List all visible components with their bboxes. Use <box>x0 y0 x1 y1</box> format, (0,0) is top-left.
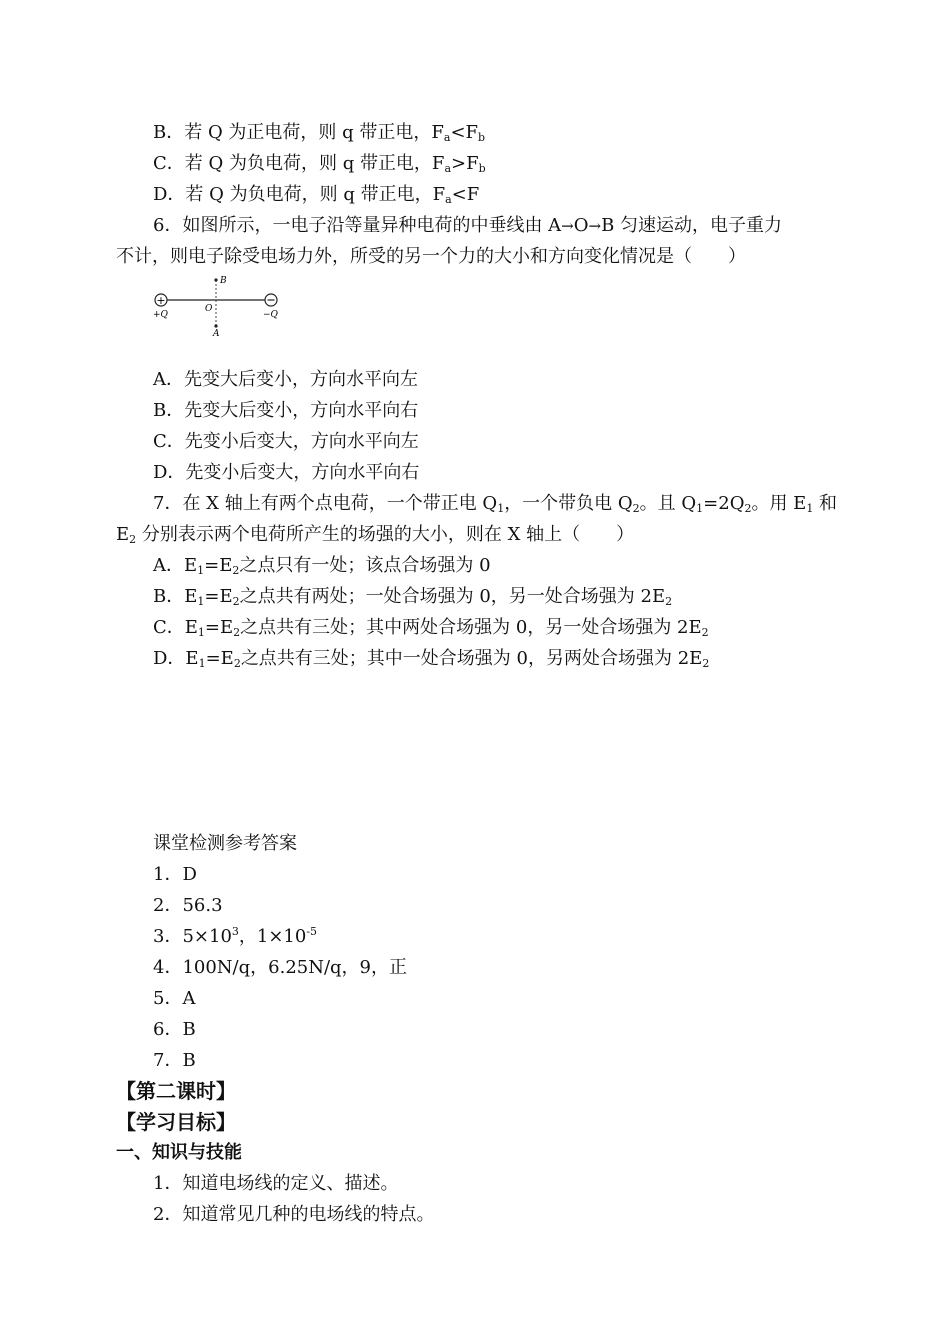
q6-option-d: D．先变小后变大，方向水平向右 <box>153 462 420 483</box>
q6-stem-line1: 6．如图所示，一电子沿等量异种电荷的中垂线由 A→O→B 匀速运动，电子重力 <box>153 215 783 236</box>
q5-option-c: C．若 Q 为负电荷，则 q 带正电，$F_a>F_b$ <box>153 153 486 175</box>
goal-item-2: 2．知道常见几种的电场线的特点。 <box>153 1204 435 1225</box>
q7-stem-line1: 7．在 X 轴上有两个点电荷，一个带正电 $Q_1$，一个带负电 $Q_2$。且 $Q_1=2Q_2$。用 $E_1$ 和 <box>153 493 838 515</box>
answer-6: 6．B <box>153 1019 196 1040</box>
lesson-heading: 【第二课时】 <box>116 1079 236 1103</box>
q6-option-a: A．先变大后变小，方向水平向左 <box>153 369 418 390</box>
knowledge-skills-heading: 一、知识与技能 <box>116 1142 242 1163</box>
answer-2: 2．56.3 <box>153 895 223 916</box>
q7-stem-line2: $E_2$ 分别表示两个电荷所产生的场强的大小，则在 X 轴上（ ） <box>116 524 635 546</box>
q7-option-a: A．$E_1=E_2$之点只有一处；该点合场强为 0 <box>153 555 491 577</box>
q5-option-d: D．若 Q 为负电荷，则 q 带正电，$F_a<F$ <box>153 184 480 206</box>
q6-stem-line2: 不计，则电子除受电场力外，所受的另一个力的大小和方向变化情况是（ ） <box>116 246 746 267</box>
goals-heading: 【学习目标】 <box>116 1110 236 1134</box>
label-a: A <box>213 329 220 339</box>
q7-option-b: B．$E_1=E_2$之点共有两处；一处合场强为 0，另一处合场强为 $2E_2$ <box>153 586 673 608</box>
label-o: O <box>205 304 213 314</box>
answer-7: 7．B <box>153 1050 196 1071</box>
answer-3: 3．$5\times 10^3$，$1\times 10^{-5}$ <box>153 925 318 947</box>
q6-option-b: B．先变大后变小，方向水平向右 <box>153 400 419 421</box>
label-minus-q: −Q <box>263 310 278 320</box>
answer-5: 5．A <box>153 988 196 1009</box>
goal-item-1: 1．知道电场线的定义、描述。 <box>153 1173 399 1194</box>
q7-option-d: D．$E_1=E_2$之点共有三处；其中一处合场强为 0，另两处合场强为 $2E_2$ <box>153 648 710 670</box>
plus-glyph: + <box>156 294 166 307</box>
q6-option-c: C．先变小后变大，方向水平向左 <box>153 431 419 452</box>
point-b <box>214 278 217 281</box>
answer-4: 4．100N/q，6.25N/q，9，正 <box>153 957 408 978</box>
dipole-figure <box>150 270 290 340</box>
answer-1: 1．D <box>153 864 197 885</box>
answers-title: 课堂检测参考答案 <box>153 833 297 854</box>
label-b: B <box>220 276 227 286</box>
q7-option-c: C．$E_1=E_2$之点共有三处；其中两处合场强为 0，另一处合场强为 $2E_2$ <box>153 617 709 639</box>
point-a <box>214 324 217 327</box>
q5-option-b: B．若 Q 为正电荷，则 q 带正电，$F_a<F_b$ <box>153 122 486 144</box>
label-plus-q: +Q <box>153 310 168 320</box>
